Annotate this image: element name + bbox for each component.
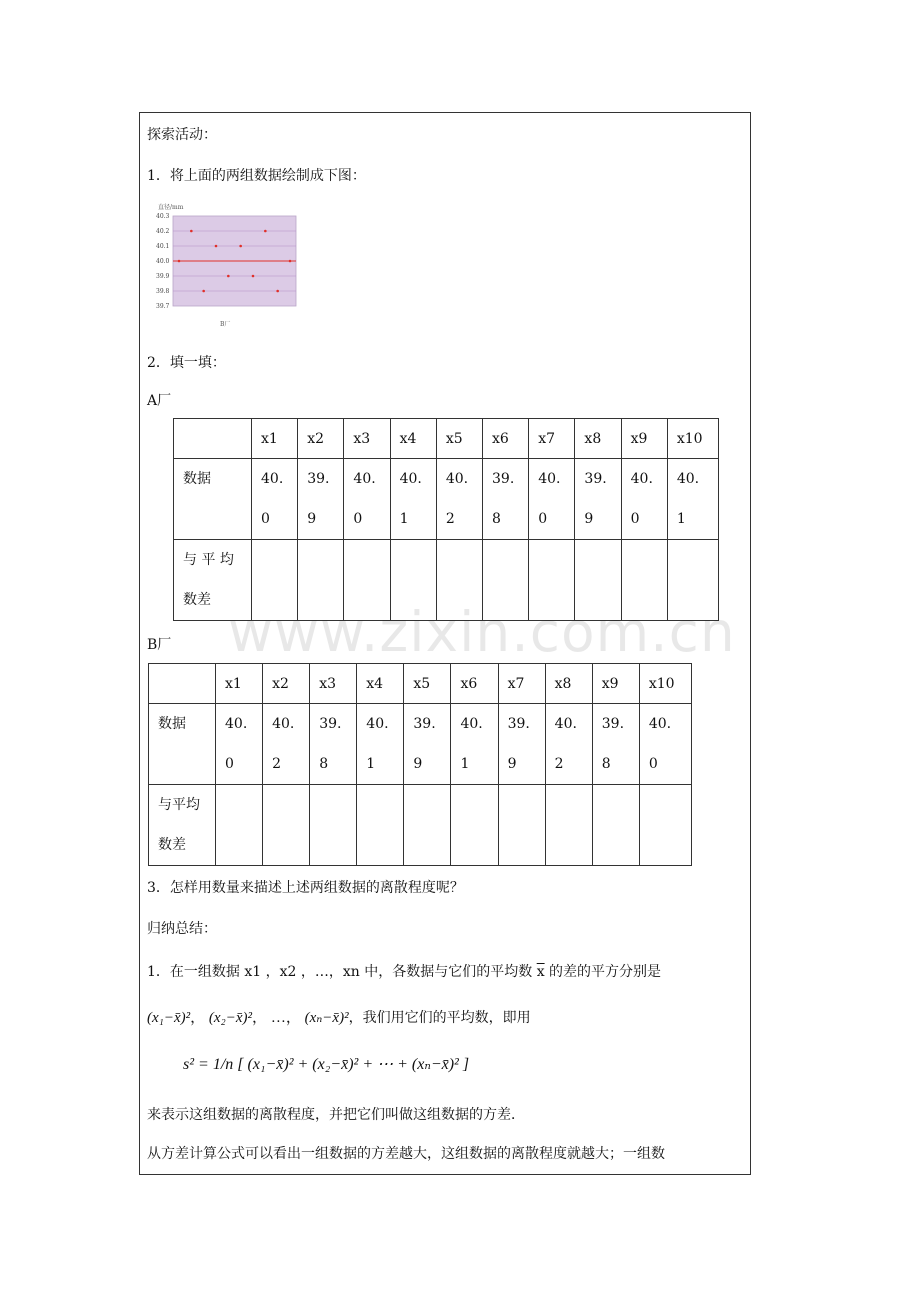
diff-cell-x4[interactable] [357,785,404,866]
data-cell-x3: 39. 8 [310,704,357,785]
data-cell-x2: 40. 2 [263,704,310,785]
chart-point [239,245,242,248]
diff-cell-x5[interactable] [404,785,451,866]
table-b-label: B厂 [147,637,172,653]
step-1-text: 1．将上面的两组数据绘制成下图： [147,168,366,184]
header-cell-x6: x6 [451,664,498,704]
header-cell-x4: x4 [390,419,436,459]
table-b-diff-row [149,785,692,866]
header-cell-x4: x4 [357,664,404,704]
header-cell-x7: x7 [529,419,575,459]
header-cell-x10: x10 [667,419,718,459]
diff-cell-x1[interactable] [216,785,263,866]
diff-cell-x2[interactable] [263,785,310,866]
table-b-header-row [149,664,692,704]
chart-y-tick-label: 40.3 [156,213,170,220]
summary-title: 归纳总结： [147,921,217,937]
header-cell-x8: x8 [575,419,621,459]
data-cell-x2: 39. 9 [298,459,344,540]
section-title: 探索活动： [147,127,217,143]
header-corner-cell [149,664,216,704]
data-cell-x6: 39. 8 [483,459,529,540]
chart-point [215,245,218,248]
data-cell-x5: 39. 9 [404,704,451,785]
diff-cell-x7[interactable] [498,785,545,866]
chart-point [178,260,181,263]
data-row-label: 数据 [174,459,252,540]
data-cell-x6: 40. 1 [451,704,498,785]
diff-cell-x6[interactable] [451,785,498,866]
term-n: (xₙ−x̄)² [304,1010,349,1026]
data-cell-x9: 39. 8 [592,704,639,785]
data-cell-x4: 40. 1 [390,459,436,540]
variance-formula: s² = 1/n [ (x₁−x̄)² + (x₂−x̄)² + ⋯ + (xₙ−x̄)² ] [183,1056,470,1073]
chart-y-tick-label: 40.1 [156,243,170,250]
chart-point [190,230,193,233]
data-cell-x8: 39. 9 [575,459,621,540]
chart-point [276,290,279,293]
header-cell-x1: x1 [252,419,298,459]
header-cell-x6: x6 [483,419,529,459]
data-cell-x1: 40. 0 [216,704,263,785]
data-cell-x1: 40. 0 [252,459,298,540]
summary-2-text: 来表示这组数据的离散程度，并把它们叫做这组数据的方差． [147,1107,525,1123]
data-cell-x7: 39. 9 [498,704,545,785]
diff-cell-x8[interactable] [545,785,592,866]
chart-y-tick-label: 39.8 [156,288,170,295]
step-2-text: 2．填一填： [147,355,226,371]
chart-point [252,275,255,278]
chart-y-tick-label: 39.9 [156,273,170,280]
header-cell-x2: x2 [263,664,310,704]
summary-3-text: 从方差计算公式可以看出一组数据的方差越大，这组数据的离散程度就越大；一组数 [147,1146,665,1162]
data-cell-x4: 40. 1 [357,704,404,785]
chart-y-axis-label: 直径/mm [158,204,184,211]
table-b-data-row [149,704,692,785]
diff-cell-x10[interactable] [639,785,691,866]
header-cell-x8: x8 [545,664,592,704]
table-a-data-row [174,459,719,540]
header-cell-x5: x5 [404,664,451,704]
scatter-chart [152,199,302,334]
data-cell-x10: 40. 1 [667,459,718,540]
summary-1-text [147,961,661,981]
squared-deviations-line: (x₁−x̄)²， (x₂−x̄)²， …， (xₙ−x̄)²，我们用它们的平均数，即用 [147,1010,531,1026]
header-cell-x1: x1 [216,664,263,704]
header-cell-x3: x3 [344,419,390,459]
data-row-label: 数据 [149,704,216,785]
data-cell-x3: 40. 0 [344,459,390,540]
diff-cell-x9[interactable] [592,785,639,866]
watermark: www.zixin.com.cn [228,600,736,664]
data-cell-x7: 40. 0 [529,459,575,540]
step-3-text: 3．怎样用数量来描述上述两组数据的离散程度呢？ [147,880,464,896]
header-cell-x2: x2 [298,419,344,459]
term-1: (x₁−x̄)² [147,1010,191,1026]
diff-cell-x3[interactable] [310,785,357,866]
data-cell-x8: 40. 2 [545,704,592,785]
summary-1-part-a: 1．在一组数据 x1 ，x2 ，…，xn 中，各数据与它们的平均数 [147,964,537,980]
header-cell-x7: x7 [498,664,545,704]
header-cell-x9: x9 [621,419,667,459]
chart-point [227,275,230,278]
term-2: (x₂−x̄)² [208,1010,253,1026]
header-cell-x10: x10 [639,664,691,704]
data-cell-x5: 40. 2 [436,459,482,540]
table-a-header-row [174,419,719,459]
header-corner-cell [174,419,252,459]
chart-y-tick-label: 39.7 [156,303,170,310]
chart-x-axis-label: B厂 [220,321,231,328]
summary-1-part-b: 的差的平方分别是 [544,964,662,980]
chart-y-tick-label: 40.0 [156,258,170,265]
chart-y-tick-label: 40.2 [156,228,170,235]
chart-point [202,290,205,293]
table-b [148,663,692,866]
header-cell-x5: x5 [436,419,482,459]
diff-row-label: 与 平 均 数差 [174,540,252,621]
header-cell-x3: x3 [310,664,357,704]
table-a [173,418,719,621]
chart-point [264,230,267,233]
data-cell-x9: 40. 0 [621,459,667,540]
header-cell-x9: x9 [592,664,639,704]
mean-symbol: x [536,964,545,980]
ellipsis: …， [270,1010,301,1026]
data-cell-x10: 40. 0 [639,704,691,785]
table-a-label: A厂 [147,393,172,409]
diff-row-label: 与平均 数差 [149,785,216,866]
chart-point [289,260,292,263]
